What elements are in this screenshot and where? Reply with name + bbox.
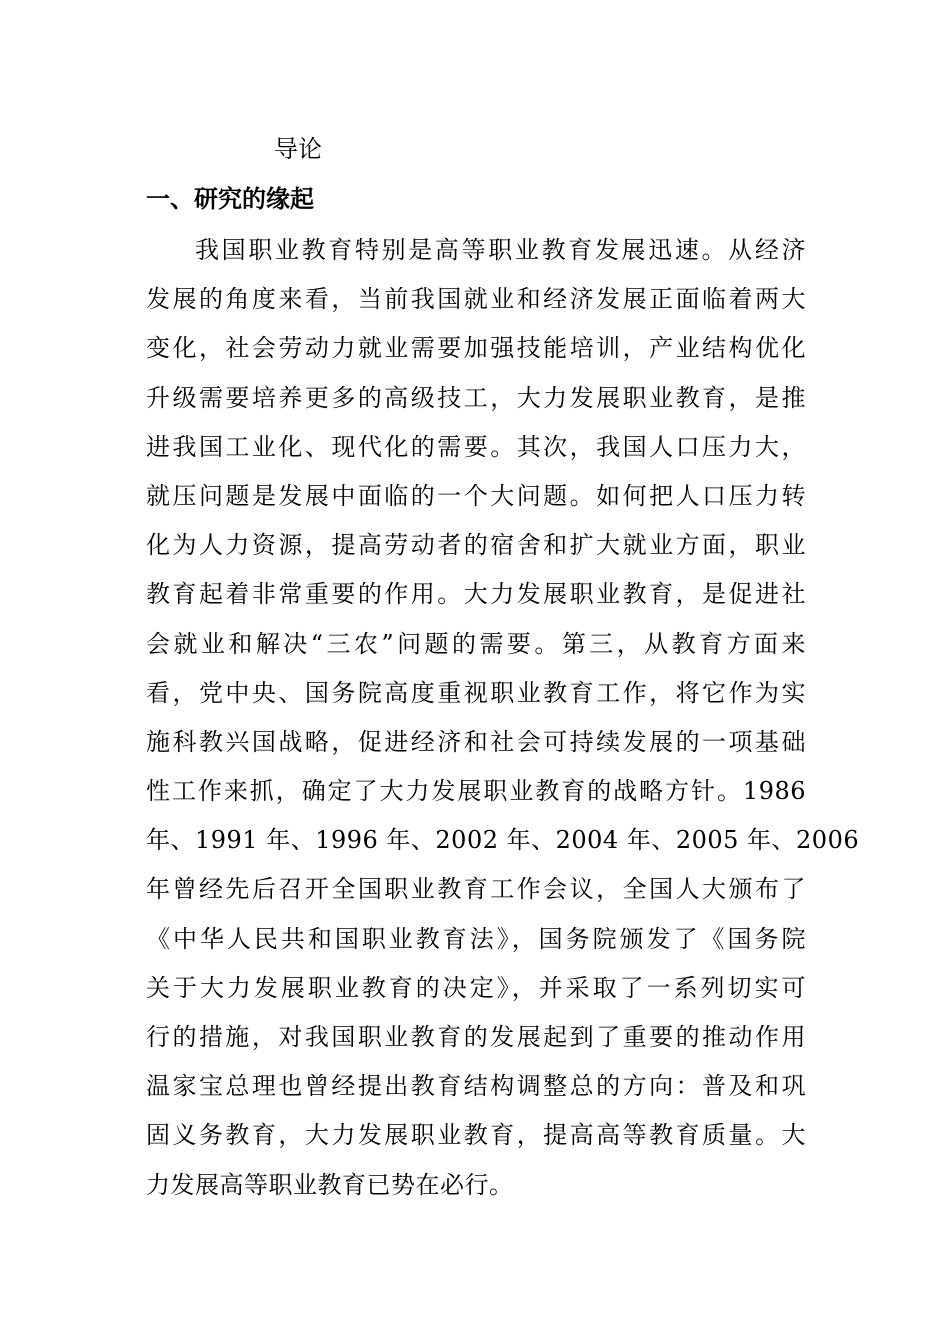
paragraph-line: 升级需要培养更多的高级技工，大力发展职业教育，是推 <box>146 383 806 412</box>
page-title: 导论 <box>274 135 322 163</box>
paragraph-line: 固义务教育，大力发展职业教育，提高高等教育质量。大 <box>146 1121 806 1150</box>
paragraph-line: 变化，社会劳动力就业需要加强技能培训，产业结构优化 <box>146 334 806 363</box>
paragraph-line: 就压问题是发展中面临的一个大问题。如何把人口压力转 <box>146 481 806 510</box>
paragraph-line: 关于大力发展职业教育的决定》，并采取了一系列切实可 <box>146 973 806 1002</box>
paragraph-line: 会就业和解决“三农”问题的需要。第三，从教育方面来 <box>146 629 806 658</box>
paragraph-line: 力发展高等职业教育已势在必行。 <box>146 1170 514 1199</box>
paragraph-line: 行的措施，对我国职业教育的发展起到了重要的推动作用 <box>146 1023 806 1051</box>
paragraph-line: 我国职业教育特别是高等职业教育发展迅速。从经济 <box>195 236 806 264</box>
paragraph-line: 年曾经先后召开全国职业教育工作会议，全国人大颁布了 <box>146 875 806 904</box>
paragraph-line: 性工作来抓，确定了大力发展职业教育的战略方针。1986 <box>146 777 806 806</box>
paragraph-line: 《中华人民共和国职业教育法》，国务院颁发了《国务院 <box>146 924 806 953</box>
paragraph-line: 教育起着非常重要的作用。大力发展职业教育，是促进社 <box>146 580 806 609</box>
paragraph-line: 温家宝总理也曾经提出教育结构调整总的方向：普及和巩 <box>146 1072 806 1101</box>
paragraph-line: 看，党中央、国务院高度重视职业教育工作，将它作为实 <box>146 678 806 707</box>
paragraph-line: 化为人力资源，提高劳动者的宿舍和扩大就业方面，职业 <box>146 531 806 560</box>
section-heading: 一、研究的缘起 <box>146 184 314 213</box>
paragraph-line: 进我国工业化、现代化的需要。其次，我国人口压力大， <box>146 432 806 461</box>
paragraph-line: 年、1991 年、1996 年、2002 年、2004 年、2005 年、2006 <box>146 826 860 855</box>
paragraph-line: 施科教兴国战略，促进经济和社会可持续发展的一项基础 <box>146 727 806 756</box>
body-paragraph <box>146 226 860 1210</box>
paragraph-line: 发展的角度来看，当前我国就业和经济发展正面临着两大 <box>146 285 806 314</box>
